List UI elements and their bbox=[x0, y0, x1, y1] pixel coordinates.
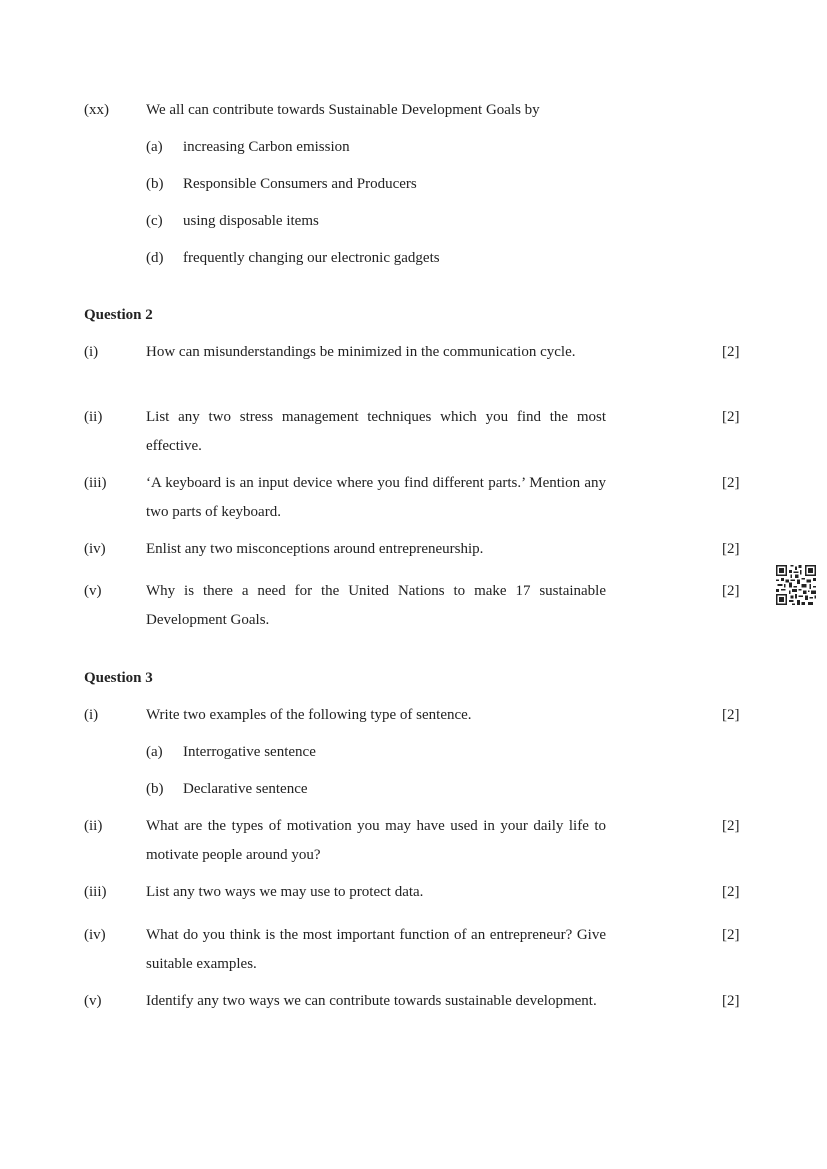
option-text: frequently changing our electronic gadgets bbox=[183, 250, 440, 266]
marks: [2] bbox=[722, 344, 740, 360]
question-number: (ii) bbox=[84, 818, 103, 834]
marks: [2] bbox=[722, 818, 740, 834]
question-text: Why is there a need for the United Nations to make 17 sustainable Development Goals. bbox=[146, 583, 606, 628]
option-label: (a) bbox=[146, 139, 163, 155]
question-number: (iii) bbox=[84, 475, 107, 491]
question-text: Identify any two ways we can contribute towards sustainable development. bbox=[146, 993, 597, 1009]
question-number: (ii) bbox=[84, 409, 103, 425]
marks: [2] bbox=[722, 884, 740, 900]
option-label: (b) bbox=[146, 176, 164, 192]
marks: [2] bbox=[722, 707, 740, 723]
section-heading: Question 3 bbox=[84, 670, 153, 686]
question-text: List any two ways we may use to protect data. bbox=[146, 884, 424, 900]
option-text: Responsible Consumers and Producers bbox=[183, 176, 417, 192]
option-label: (d) bbox=[146, 250, 164, 266]
question-text: What are the types of motivation you may have used in your daily life to motivate people around you? bbox=[146, 818, 606, 863]
question-number: (i) bbox=[84, 707, 99, 723]
option-label: (c) bbox=[146, 213, 163, 229]
marks: [2] bbox=[722, 409, 740, 425]
option-text: using disposable items bbox=[183, 213, 319, 229]
marks: [2] bbox=[722, 927, 740, 943]
question-text: Write two examples of the following type of sentence. bbox=[146, 707, 472, 723]
question-text: Enlist any two misconceptions around entrepreneurship. bbox=[146, 541, 484, 557]
question-text: We all can contribute towards Sustainable Development Goals by bbox=[146, 102, 540, 118]
question-number: (iv) bbox=[84, 541, 106, 557]
question-number: (i) bbox=[84, 344, 99, 360]
option-label: (b) bbox=[146, 781, 164, 797]
marks: [2] bbox=[722, 993, 740, 1009]
marks: [2] bbox=[722, 541, 740, 557]
option-text: Interrogative sentence bbox=[183, 744, 316, 760]
section-heading: Question 2 bbox=[84, 307, 153, 323]
option-text: Declarative sentence bbox=[183, 781, 308, 797]
question-number: (xx) bbox=[84, 102, 109, 118]
question-text: ‘A keyboard is an input device where you find different parts.’ Mention any two parts of keyboard. bbox=[146, 475, 606, 520]
marks: [2] bbox=[722, 583, 740, 599]
option-label: (a) bbox=[146, 744, 163, 760]
option-text: increasing Carbon emission bbox=[183, 139, 350, 155]
question-number: (v) bbox=[84, 993, 102, 1009]
question-text: How can misunderstandings be minimized in the communication cycle. bbox=[146, 344, 576, 360]
question-number: (iii) bbox=[84, 884, 107, 900]
question-text: List any two stress management techniques which you find the most effective. bbox=[146, 409, 606, 454]
qr-code-icon bbox=[776, 565, 816, 605]
marks: [2] bbox=[722, 475, 740, 491]
question-number: (v) bbox=[84, 583, 102, 599]
question-number: (iv) bbox=[84, 927, 106, 943]
question-text: What do you think is the most important function of an entrepreneur? Give suitable examples. bbox=[146, 927, 606, 972]
